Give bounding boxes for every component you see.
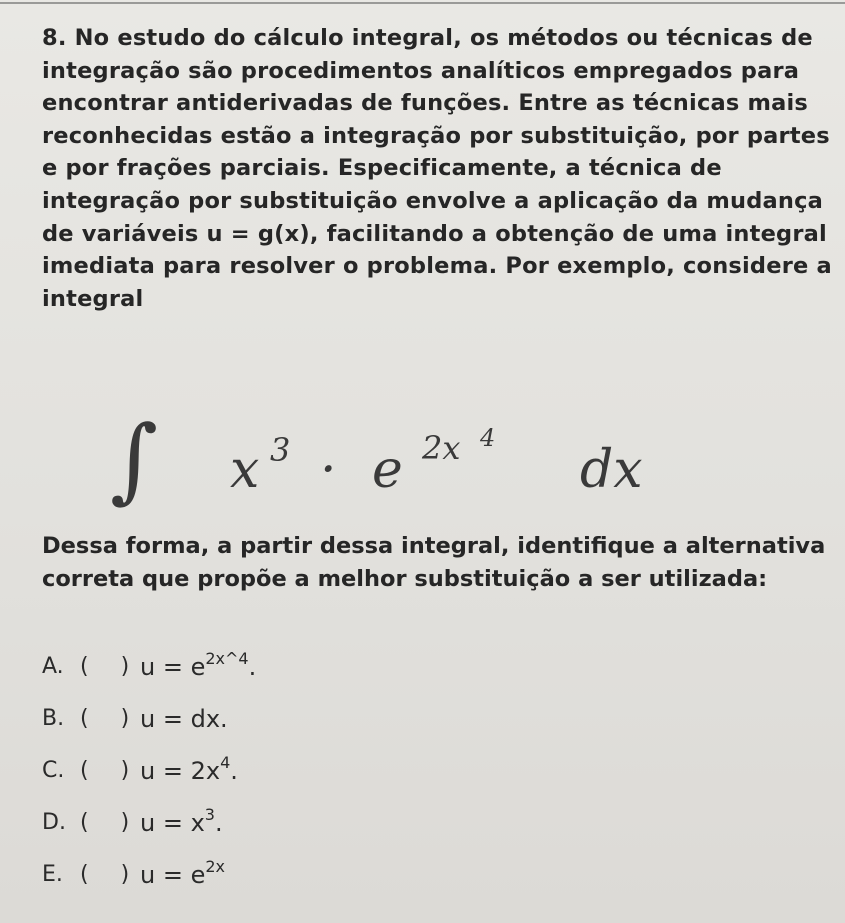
- top-divider: [0, 2, 845, 4]
- option-e[interactable]: [42, 848, 742, 900]
- formula-exponent-3: 3: [270, 431, 291, 469]
- option-checkbox[interactable]: ( ): [80, 757, 130, 783]
- formula-exponent-2x: 2x: [422, 429, 461, 467]
- formula-exponent-4: 4: [480, 424, 496, 452]
- formula-dx: dx: [580, 440, 643, 500]
- option-checkbox[interactable]: ( ): [80, 861, 130, 887]
- option-c[interactable]: [42, 744, 742, 796]
- option-d[interactable]: [42, 796, 742, 848]
- option-letter: B.: [42, 705, 65, 731]
- formula-base-x: x: [230, 440, 260, 500]
- option-letter: D.: [42, 809, 66, 835]
- option-checkbox[interactable]: ( ): [80, 653, 130, 679]
- question-text: 8. No estudo do cálculo integral, os métodos ou técnicas de integração são procedimentos analíticos empregados para encontrar antiderivadas de funções. Entre as técnicas mais reconhecidas estão a integração por substituição, por partes e por frações parciais. Especificamente, a técnica de integração por substituição envolve a aplicação da mudança de variáveis u = g(x), facilitando a obtenção de uma integral imediata para resolver o problema. Por exemplo, considere a integral: [42, 25, 832, 312]
- option-letter: E.: [42, 861, 63, 887]
- options-list: [42, 640, 742, 900]
- option-checkbox[interactable]: ( ): [80, 809, 130, 835]
- option-b[interactable]: [42, 692, 742, 744]
- formula-dot: ·: [320, 440, 337, 500]
- option-expression: $u = x^3$.: [140, 805, 223, 837]
- integral-sign: ∫: [110, 406, 158, 513]
- integral-formula: [110, 406, 830, 520]
- option-a[interactable]: [42, 640, 742, 692]
- option-letter: C.: [42, 757, 65, 783]
- option-expression: $u = 2x^4$.: [140, 753, 238, 785]
- option-expression: u = dx.: [140, 705, 228, 733]
- option-expression: $u = e^{2x\^{}4}$.: [140, 649, 257, 681]
- option-expression: $u = e^{2x}$: [140, 857, 225, 889]
- prompt-text: Dessa forma, a partir dessa integral, identifique a alternativa correta que propõe a melhor substituição a ser utilizada:: [42, 533, 826, 592]
- option-checkbox[interactable]: ( ): [80, 705, 130, 731]
- formula-base-e: e: [372, 440, 403, 500]
- option-letter: A.: [42, 653, 64, 679]
